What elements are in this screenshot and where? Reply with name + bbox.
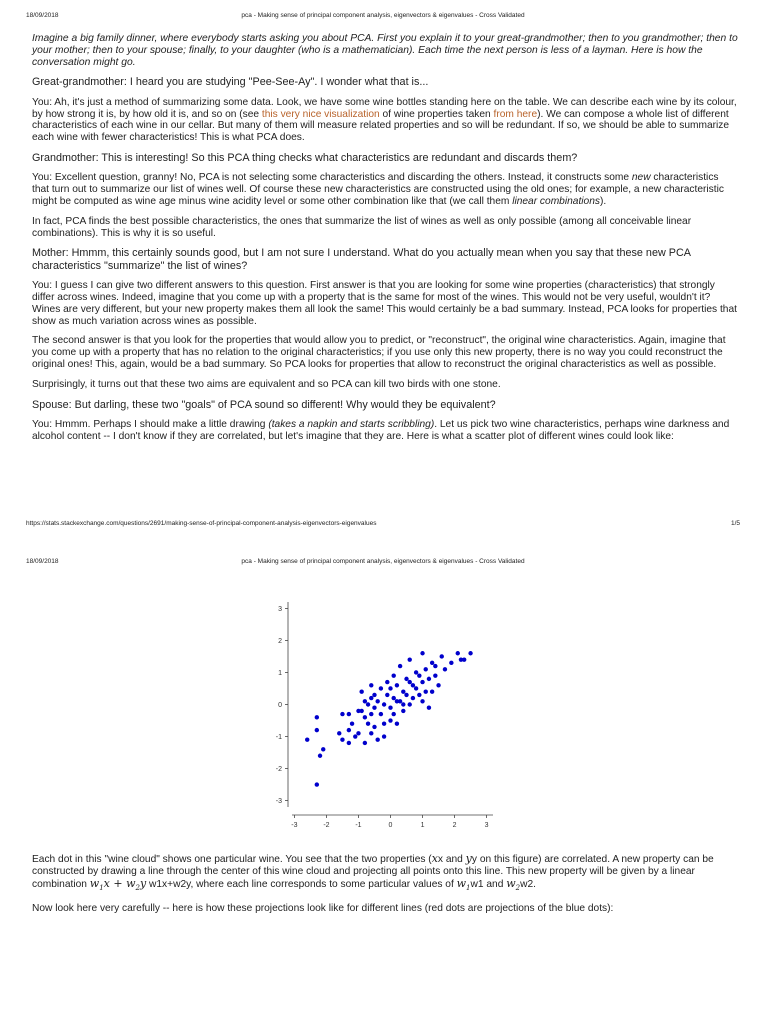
y-tick-label: 0 xyxy=(278,702,282,709)
text-span: on this figure) are correlated. A new property can be constructed by drawing a line through the center of this wine cloud and projecting all points onto this line. This new property will be given by a linear combination xyxy=(32,854,714,890)
scatter-point xyxy=(395,683,399,687)
x-tick-label: 0 xyxy=(388,822,393,829)
text-span: and xyxy=(443,854,466,865)
scatter-point xyxy=(398,664,402,668)
scatter-point xyxy=(424,689,428,693)
text-span: You: Excellent question, granny! No, PCA is not selecting some characteristics and discarding the others. Instead, it constructs some xyxy=(32,172,632,184)
scatter-point xyxy=(366,702,370,706)
scatter-point xyxy=(436,683,440,687)
y-tick-label: 3 xyxy=(278,605,282,613)
math-w1: $w_1$ xyxy=(456,876,471,892)
y-tick-label: -1 xyxy=(275,734,282,742)
page1-body xyxy=(32,33,738,451)
scatter-point xyxy=(392,696,396,700)
grandmother-line: Grandmother: This is interesting! So this PCA thing checks what characteristics are redundant and discards them? xyxy=(32,151,578,164)
math-y: y xyxy=(465,852,472,865)
from-here-link[interactable]: from here xyxy=(493,108,538,120)
x-tick-label: -1 xyxy=(355,822,362,829)
scatter-point xyxy=(372,693,376,697)
you-answer-2 xyxy=(32,172,738,207)
scatter-point xyxy=(392,712,396,716)
scatter-point xyxy=(414,670,418,674)
scatter-point xyxy=(414,686,418,690)
scatter-point xyxy=(392,673,396,677)
scatter-point xyxy=(427,706,431,710)
text-span: , where each line corresponds to some particular values of xyxy=(190,878,457,890)
emphasis: (takes a napkin and starts scribbling) xyxy=(268,418,435,430)
scatter-point xyxy=(420,651,424,655)
text-span: w2 xyxy=(520,878,534,890)
scatter-point xyxy=(363,741,367,745)
intro-paragraph: Imagine a big family dinner, where everybody starts asking you about PCA. First you explain it to your great-grandmother; then to you grandmother; then to your mother; then to your spouse; finally, to your daughter (who is a mathematician). Each time the next person is less of a layman. Here is how the conversation might go. xyxy=(32,33,738,68)
scatter-point xyxy=(468,651,472,655)
scatter-point xyxy=(315,715,319,719)
math-x: x xyxy=(431,852,438,865)
scatter-point xyxy=(369,683,373,687)
scatter-point xyxy=(433,673,437,677)
text-span: Each dot in this "wine cloud" shows one particular wine. You see that the two properties ( xyxy=(32,854,432,865)
emphasis: new xyxy=(631,172,651,184)
scatter-point xyxy=(369,696,373,700)
you-answer-3: You: I guess I can give two different answers to this question. First answer is that you are looking for some wine properties (characteristics) that strongly differ across wines. Indeed, imagine that you come up with a property that is the same for most of the wines. This would not be very useful, wouldn't it? Wines are very different, but your new property makes them all look the same! This would certainly be a bad summary. Instead, PCA looks for properties that show as much variation across wines as possible. xyxy=(32,280,737,327)
scatter-point xyxy=(375,699,379,703)
scatter-point xyxy=(379,686,383,690)
print-title: pca - Making sense of principal component analysis, eigenvectors & eigenvalues - Cross Validated xyxy=(241,558,525,565)
plot-axes xyxy=(276,602,493,829)
scatter-point xyxy=(424,667,428,671)
scatter-point xyxy=(404,677,408,681)
scatter-point xyxy=(408,657,412,661)
look-carefully-paragraph: Now look here very carefully -- here is how these projections look like for different lines (red dots are projections of the blue dots): xyxy=(32,902,614,914)
scatter-point xyxy=(443,667,447,671)
scatter-point xyxy=(401,702,405,706)
scatter-point xyxy=(372,706,376,710)
scatter-point xyxy=(321,747,325,751)
scatter-point xyxy=(385,680,389,684)
text-span: ). We can compose a whole list of different characteristics of each wine in our cellar. But many of them will measure related properties and so will be redundant. If so, we should be able to summarize each wine with fewer characteristics! This is what PCA does. xyxy=(32,108,730,144)
scatter-point xyxy=(315,728,319,732)
in-fact-paragraph: In fact, PCA finds the best possible characteristics, the ones that summarize the list of wines as well as only possible (among all conceivable linear combinations). This is why it is so useful. xyxy=(32,215,692,239)
scatter-point xyxy=(356,731,360,735)
page-number: 1/5 xyxy=(730,520,740,527)
scatter-point xyxy=(449,661,453,665)
scatter-point xyxy=(318,754,322,758)
scatter-point xyxy=(388,718,392,722)
y-tick-label: 2 xyxy=(278,637,282,645)
scatter-point xyxy=(363,699,367,703)
surprisingly-paragraph: Surprisingly, it turns out that these two aims are equivalent and so PCA can kill two birds with one stone. xyxy=(32,378,501,390)
emphasis: linear combinations xyxy=(512,195,600,207)
scatter-point xyxy=(347,728,351,732)
text-span: of wine properties taken xyxy=(379,108,494,120)
x-tick-label: 3 xyxy=(484,822,489,829)
scatter-point xyxy=(401,709,405,713)
math-w2: $w_2$ xyxy=(506,876,521,892)
scatter-point xyxy=(388,706,392,710)
scatter-point xyxy=(401,689,405,693)
you-answer-1 xyxy=(32,97,738,144)
text-span: w1 xyxy=(470,878,484,890)
scatter-point xyxy=(440,654,444,658)
scatter-point xyxy=(372,725,376,729)
plot-points xyxy=(305,651,473,787)
y-tick-label: 1 xyxy=(278,669,282,677)
you-answer-4 xyxy=(32,419,738,443)
scatter-point xyxy=(395,722,399,726)
wine-scatter-plot xyxy=(268,592,498,842)
scatter-point xyxy=(417,693,421,697)
scatter-point xyxy=(408,702,412,706)
scatter-point xyxy=(369,712,373,716)
scatter-point xyxy=(430,661,434,665)
scatter-point xyxy=(382,734,386,738)
page2-body xyxy=(32,853,738,922)
x-tick-label: -2 xyxy=(323,822,330,829)
wine-cloud-paragraph xyxy=(32,853,738,895)
scatter-point xyxy=(379,712,383,716)
scatter-point xyxy=(408,680,412,684)
math-formula: $w_1x + w_2y$ xyxy=(89,876,147,892)
text-span: You: Hmmm. Perhaps I should make a little drawing xyxy=(32,418,269,430)
second-answer-paragraph: The second answer is that you look for the properties that would allow you to predict, or "reconstruct", the original wine characteristics. Again, imagine that you come up with a property that has no relation to the original characteristics; if you use only this new property, there is no way you could reconstruct the original ones! This, again, would be a bad summary. So PCA looks for properties that allow to reconstruct the original characteristics as well as possible. xyxy=(32,335,726,370)
scatter-point xyxy=(366,722,370,726)
scatter-point xyxy=(420,699,424,703)
x-tick-label: 1 xyxy=(420,822,425,829)
scatter-point xyxy=(347,741,351,745)
text-span: ). xyxy=(599,195,607,207)
scatter-point xyxy=(359,689,363,693)
text-span: y xyxy=(471,854,477,865)
scatter-point xyxy=(411,696,415,700)
scatter-point xyxy=(456,651,460,655)
scatter-point xyxy=(363,715,367,719)
spouse-line: Spouse: But darling, these two "goals" of PCA sound so different! Why would they be equivalent? xyxy=(32,398,496,411)
text-span: . Let us pick two wine characteristics, perhaps wine darkness and alcohol content -- I don't know if they are correlated, but let's imagine that they are. Here is what a scatter plot of different wines could look like: xyxy=(32,418,730,442)
scatter-point xyxy=(462,657,466,661)
scatter-point xyxy=(404,693,408,697)
scatter-point xyxy=(382,722,386,726)
scatter-point xyxy=(411,683,415,687)
scatter-point xyxy=(382,702,386,706)
scatter-point xyxy=(395,699,399,703)
scatter-point xyxy=(420,680,424,684)
scatter-svg xyxy=(268,592,498,837)
great-grandmother-line: Great-grandmother: I heard you are studying "Pee-See-Ay". I wonder what that is... xyxy=(32,76,429,89)
scatter-point xyxy=(433,664,437,668)
scatter-point xyxy=(340,738,344,742)
x-tick-label: 2 xyxy=(452,822,457,829)
text-span: . xyxy=(533,878,536,890)
scatter-point xyxy=(417,673,421,677)
scatter-point xyxy=(347,712,351,716)
print-title: pca - Making sense of principal component analysis, eigenvectors & eigenvalues - Cross Validated xyxy=(241,12,525,19)
scatter-point xyxy=(350,722,354,726)
scatter-point xyxy=(340,712,344,716)
scatter-point xyxy=(427,677,431,681)
scatter-point xyxy=(315,782,319,786)
scatter-point xyxy=(430,689,434,693)
text-span: You: Ah, it's just a method of summarizing some data. Look, we have some wine bottles standing here on the table. We can describe each wine by its colour, by how strong it is, by how old it is, and so on (see xyxy=(32,96,737,120)
text-span: w1x+w2y xyxy=(149,878,191,890)
text-span: and xyxy=(483,878,507,890)
scatter-point xyxy=(305,738,309,742)
text-span: x xyxy=(437,854,443,865)
mother-line: Mother: Hmmm, this certainly sounds good, but I am not sure I understand. What do you actually mean when you say that these new PCA characteristics "summarize" the list of wines? xyxy=(32,247,691,272)
print-date: 18/09/2018 xyxy=(26,558,59,565)
print-date: 18/09/2018 xyxy=(26,12,59,19)
scatter-point xyxy=(369,731,373,735)
visualization-link[interactable]: this very nice visualization xyxy=(261,108,380,120)
print-url: https://stats.stackexchange.com/questions/2691/making-sense-of-principal-component-analysis-eigenvectors-eigenvalues xyxy=(26,520,377,527)
scatter-point xyxy=(359,709,363,713)
scatter-point xyxy=(388,686,392,690)
y-tick-label: -3 xyxy=(275,798,282,806)
scatter-point xyxy=(375,738,379,742)
scatter-point xyxy=(385,693,389,697)
text-span: characteristics that turn out to summarize our list of wines well. Of course these new characteristics are constructed using the old ones; for example, a new characteristic might be computed as wine age minus wine acidity level or some other combination like that (we call them xyxy=(32,172,724,207)
scatter-point xyxy=(353,734,357,738)
x-tick-label: -3 xyxy=(291,822,298,829)
y-tick-label: -2 xyxy=(275,766,282,774)
scatter-point xyxy=(337,731,341,735)
